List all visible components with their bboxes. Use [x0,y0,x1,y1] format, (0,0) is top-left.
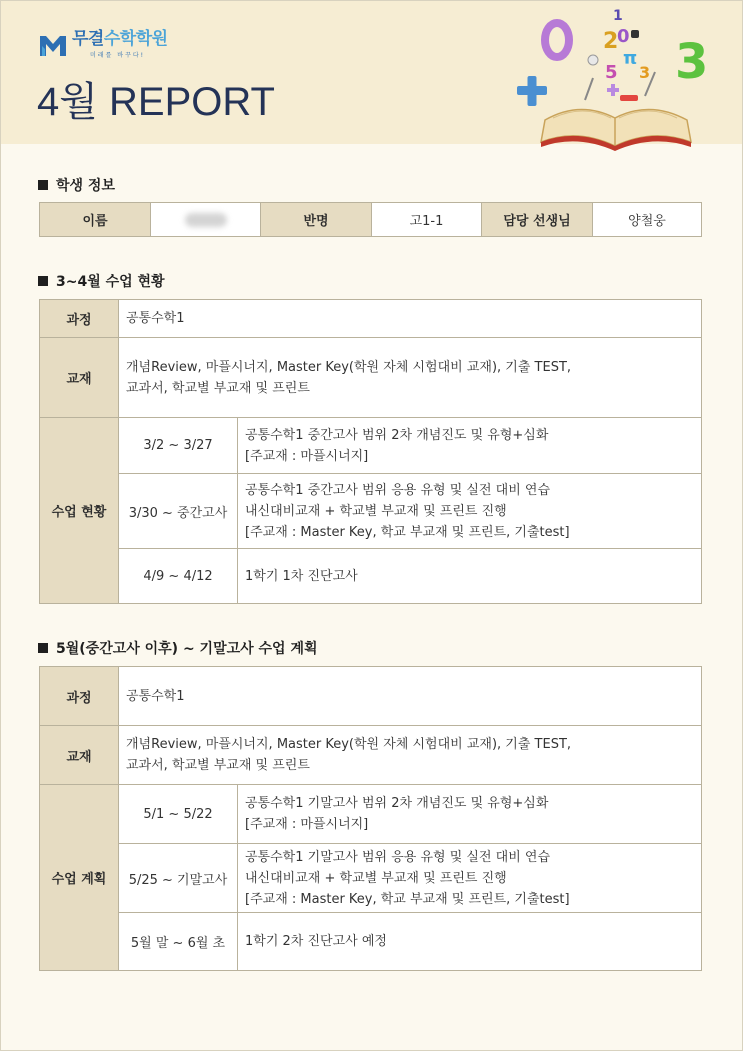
detail-line: [주교재 : Master Key, 학교 부교재 및 프린트, 기출test] [245,891,570,907]
detail-line: 내신대비교재 + 학교별 부교재 및 프린트 진행 [245,503,507,519]
name-value [151,203,261,237]
svg-text:0: 0 [617,26,630,47]
blurred-name [185,213,227,227]
student-info-heading: 학생 정보 [38,175,115,195]
svg-text:2: 2 [603,29,619,54]
period-cell: 5/25 ~ 기말고사 [119,844,238,913]
detail-line: [주교재 : Master Key, 학교 부교재 및 프린트, 기출test] [245,524,570,540]
student-info-table [39,202,702,237]
bullet-square-icon [38,276,48,286]
detail-line: 공통수학1 기말고사 범위 2차 개념진도 및 유형+심화 [245,796,549,811]
detail-cell [238,844,702,913]
detail-line: [주교재 : 마플시너지] [245,817,369,832]
textbook-value [119,338,702,418]
academy-logo [38,30,168,60]
name-label: 이름 [40,203,151,237]
status-group-label: 수업 현황 [40,418,119,604]
logo-slogan: 미래를 바꾸다! [90,52,146,59]
bullet-square-icon [38,180,48,190]
status-heading: 3~4월 수업 현황 [38,271,165,291]
textbook-label: 교재 [40,338,119,418]
teacher-value: 양철웅 [593,203,702,237]
svg-text:3: 3 [675,34,709,90]
course-value: 공통수학1 [119,667,702,726]
class-value: 고1-1 [372,203,482,237]
teacher-label: 담당 선생님 [482,203,593,237]
detail-cell [238,549,702,604]
period-cell: 3/2 ~ 3/27 [119,418,238,474]
textbook-line: 개념Review, 마플시너지, Master Key(학원 자체 시험대비 교재), 기출 TEST, [126,737,572,752]
svg-text:5: 5 [605,62,618,83]
svg-text:1: 1 [613,8,623,24]
svg-text:3: 3 [639,63,651,82]
detail-line: 1학기 1차 진단고사 [245,568,358,584]
plan-table [39,666,702,971]
plan-heading: 5월(중간고사 이후) ~ 기말고사 수업 계획 [38,638,318,658]
textbook-line: 교과서, 학교별 부교재 및 프린트 [126,380,310,396]
report-title: 4월 REPORT [37,80,275,124]
detail-line: 1학기 2차 진단고사 예정 [245,934,387,949]
class-label: 반명 [261,203,372,237]
period-cell: 5월 말 ~ 6월 초 [119,913,238,971]
textbook-line: 개념Review, 마플시너지, Master Key(학원 자체 시험대비 교재), 기출 TEST, [126,359,572,375]
bullet-square-icon [38,643,48,653]
course-value: 공통수학1 [119,300,702,338]
math-book-illustration-icon [505,0,725,155]
detail-cell [238,785,702,844]
logo-mark-icon [38,30,68,60]
textbook-value [119,726,702,785]
period-cell: 4/9 ~ 4/12 [119,549,238,604]
detail-cell [238,474,702,549]
detail-line: [주교재 : 마플시너지] [245,448,369,464]
detail-cell [238,418,702,474]
detail-line: 공통수학1 기말고사 범위 응용 유형 및 실전 대비 연습 [245,849,551,865]
svg-text:π: π [623,48,638,69]
period-cell: 5/1 ~ 5/22 [119,785,238,844]
course-label: 과정 [40,667,119,726]
textbook-label: 교재 [40,726,119,785]
course-label: 과정 [40,300,119,338]
detail-line: 내신대비교재 + 학교별 부교재 및 프린트 진행 [245,870,507,886]
detail-line: 공통수학1 중간고사 범위 응용 유형 및 실전 대비 연습 [245,482,551,498]
status-table [39,299,702,604]
textbook-line: 교과서, 학교별 부교재 및 프린트 [126,758,310,773]
logo-name: 무결수학학원 [72,29,168,49]
period-cell: 3/30 ~ 중간고사 [119,474,238,549]
detail-line: 공통수학1 중간고사 범위 2차 개념진도 및 유형+심화 [245,427,549,443]
plan-group-label: 수업 계획 [40,785,119,971]
detail-cell [238,913,702,971]
